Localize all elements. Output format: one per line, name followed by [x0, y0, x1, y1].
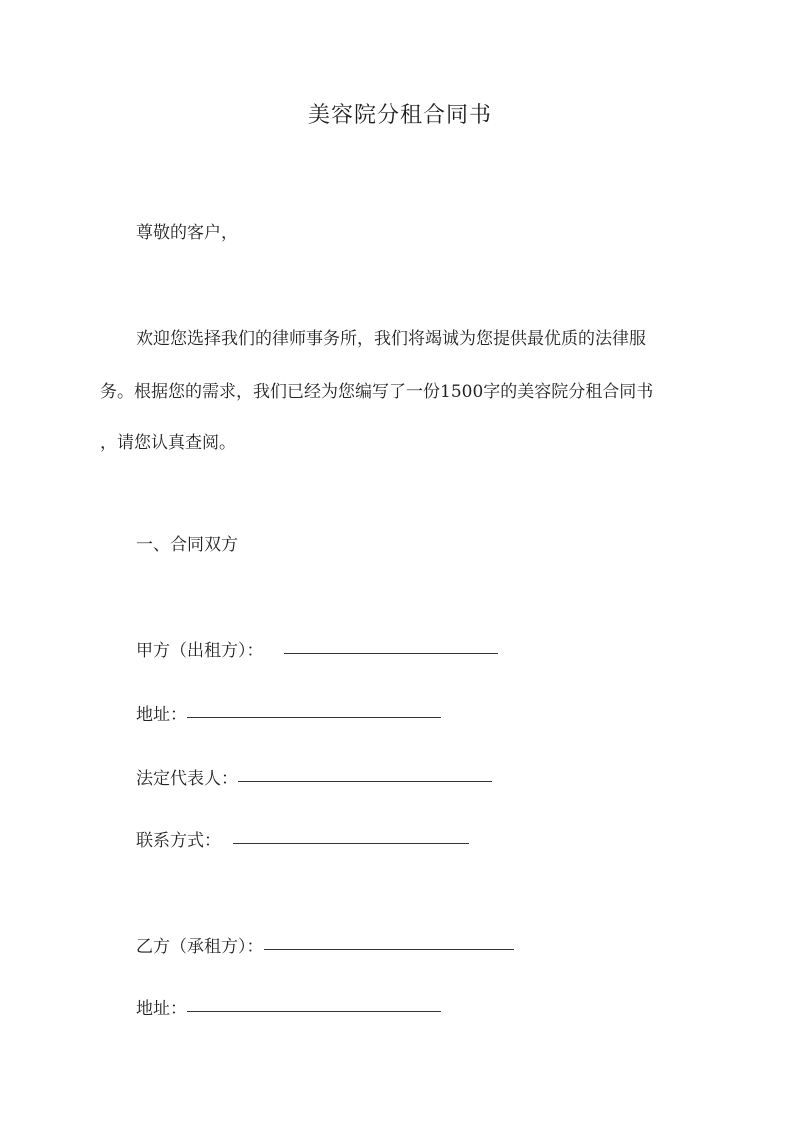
- party-b-name-field[interactable]: [264, 931, 514, 950]
- party-b-address-row: [136, 994, 441, 1019]
- party-a-name-field[interactable]: [284, 635, 498, 654]
- party-a-contact-row: [136, 826, 469, 851]
- party-a-representative-row: [136, 764, 492, 789]
- party-a-contact-field[interactable]: [233, 825, 469, 844]
- salutation: 尊敬的客户，: [136, 223, 238, 243]
- party-a-label: 甲方（出租方）：: [136, 641, 264, 661]
- intro-paragraph-line-1: 欢迎您选择我们的律师事务所，我们将竭诚为您提供最优质的法律服: [136, 329, 646, 349]
- party-a-contact-label: 联系方式：: [136, 831, 221, 851]
- party-b-label: 乙方（承租方）：: [136, 937, 264, 957]
- party-b-address-label: 地址：: [136, 999, 187, 1019]
- party-a-address-row: [136, 700, 441, 725]
- party-a-representative-label: 法定代表人：: [136, 769, 238, 789]
- party-a-row: [136, 636, 498, 661]
- party-b-row: [136, 932, 514, 957]
- party-a-representative-field[interactable]: [238, 763, 492, 782]
- party-a-address-label: 地址：: [136, 705, 187, 725]
- section-heading-parties: 一、合同双方: [136, 535, 238, 555]
- document-title: 美容院分租合同书: [307, 103, 492, 128]
- intro-paragraph-line-2: 务。根据您的需求，我们已经为您编写了一份1500字的美容院分租合同书: [100, 382, 654, 402]
- party-b-address-field[interactable]: [187, 993, 441, 1012]
- party-a-address-field[interactable]: [187, 699, 441, 718]
- intro-paragraph-line-3: ，请您认真查阅。: [100, 433, 236, 453]
